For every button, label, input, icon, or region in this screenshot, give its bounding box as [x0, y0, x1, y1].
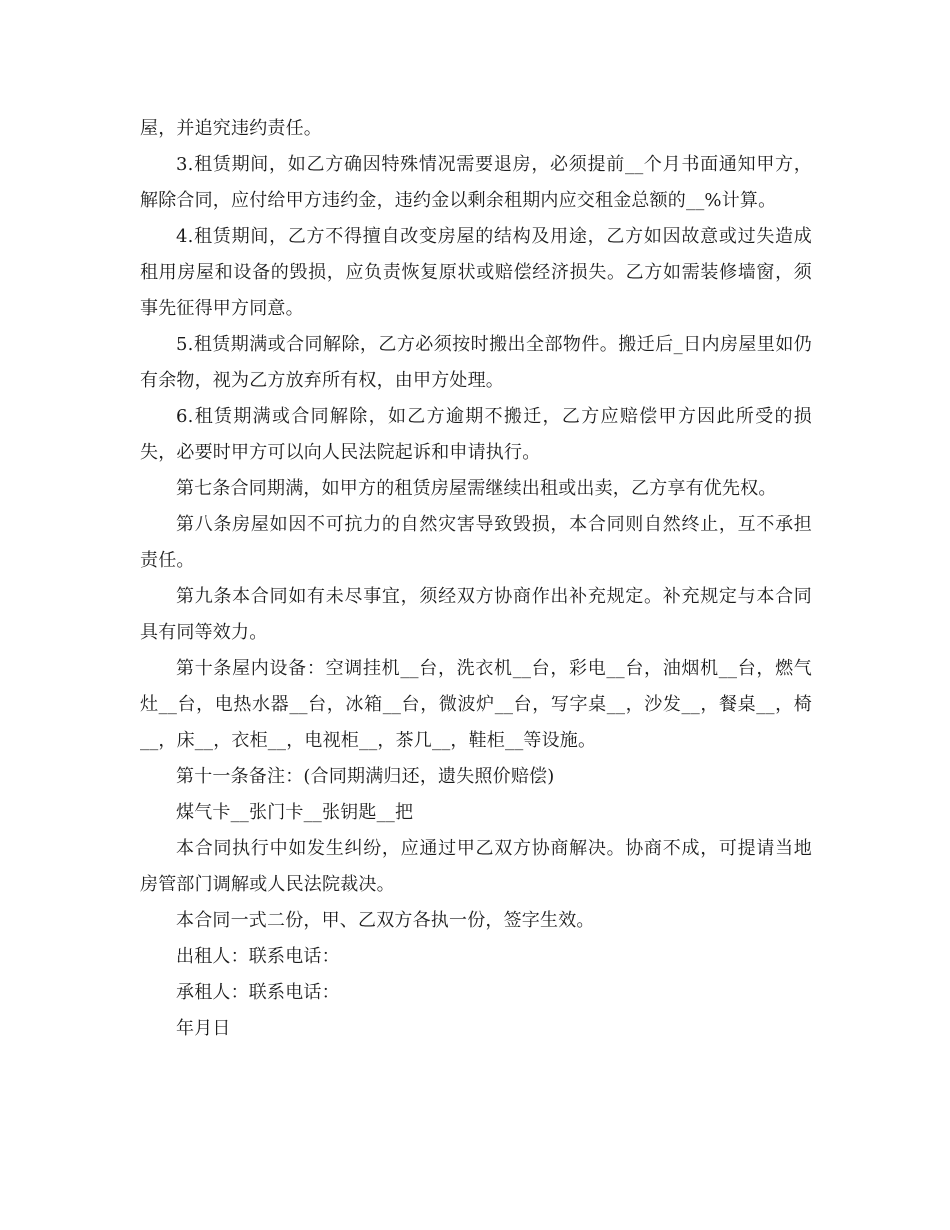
paragraph-article-8: 第八条房屋如因不可抗力的自然灾害导致毁损，本合同则自然终止，互不承担责任。 [140, 514, 812, 571]
paragraph-continuation: 屋，并追究违约责任。 [140, 118, 322, 139]
paragraph-article-10: 第十条屋内设备：空调挂机__台，洗衣机__台，彩电__台，油烟机__台，燃气灶__台，电热水器__台，冰箱__台，微波炉__台，写字桌__，沙发__，餐桌__，椅__，床__，衣柜__，电视柜__，茶几__，鞋柜__等设施。 [140, 658, 812, 751]
paragraph-article-11: 第十一条备注：(合同期满归还，遗失照价赔偿) [176, 766, 555, 787]
paragraph-clause-6: 6.租赁期满或合同解除，如乙方逾期不搬迁，乙方应赔偿甲方因此所受的损失，必要时甲方可以向人民法院起诉和申请执行。 [140, 406, 812, 463]
signature-lessor: 出租人：联系电话： [176, 946, 340, 967]
paragraph-clause-4: 4.租赁期间，乙方不得擅自改变房屋的结构及用途，乙方如因故意或过失造成租用房屋和设备的毁损，应负责恢复原状或赔偿经济损失。乙方如需装修墙窗，须事先征得甲方同意。 [140, 226, 812, 319]
paragraph-article-9: 第九条本合同如有未尽事宜，须经双方协商作出补充规定。补充规定与本合同具有同等效力。 [140, 586, 812, 643]
paragraph-cards-keys: 煤气卡__张门卡__张钥匙__把 [176, 802, 414, 823]
paragraph-article-7: 第七条合同期满，如甲方的租赁房屋需继续出租或出卖，乙方享有优先权。 [176, 478, 777, 499]
paragraph-dispute: 本合同执行中如发生纠纷，应通过甲乙双方协商解决。协商不成，可提请当地房管部门调解或人民法院裁决。 [140, 838, 812, 895]
paragraph-clause-3: 3.租赁期间，如乙方确因特殊情况需要退房，必须提前__个月书面通知甲方，解除合同，应付给甲方违约金，违约金以剩余租期内应交租金总额的__%计算。 [140, 154, 812, 211]
signature-lessee: 承租人：联系电话： [176, 982, 340, 1003]
document-page [140, 111, 812, 1047]
paragraph-copies: 本合同一式二份，甲、乙双方各执一份，签字生效。 [176, 910, 595, 931]
paragraph-clause-5: 5.租赁期满或合同解除，乙方必须按时搬出全部物件。搬迁后_日内房屋里如仍有余物，视为乙方放弃所有权，由甲方处理。 [140, 334, 812, 391]
signature-date: 年月日 [176, 1018, 231, 1039]
